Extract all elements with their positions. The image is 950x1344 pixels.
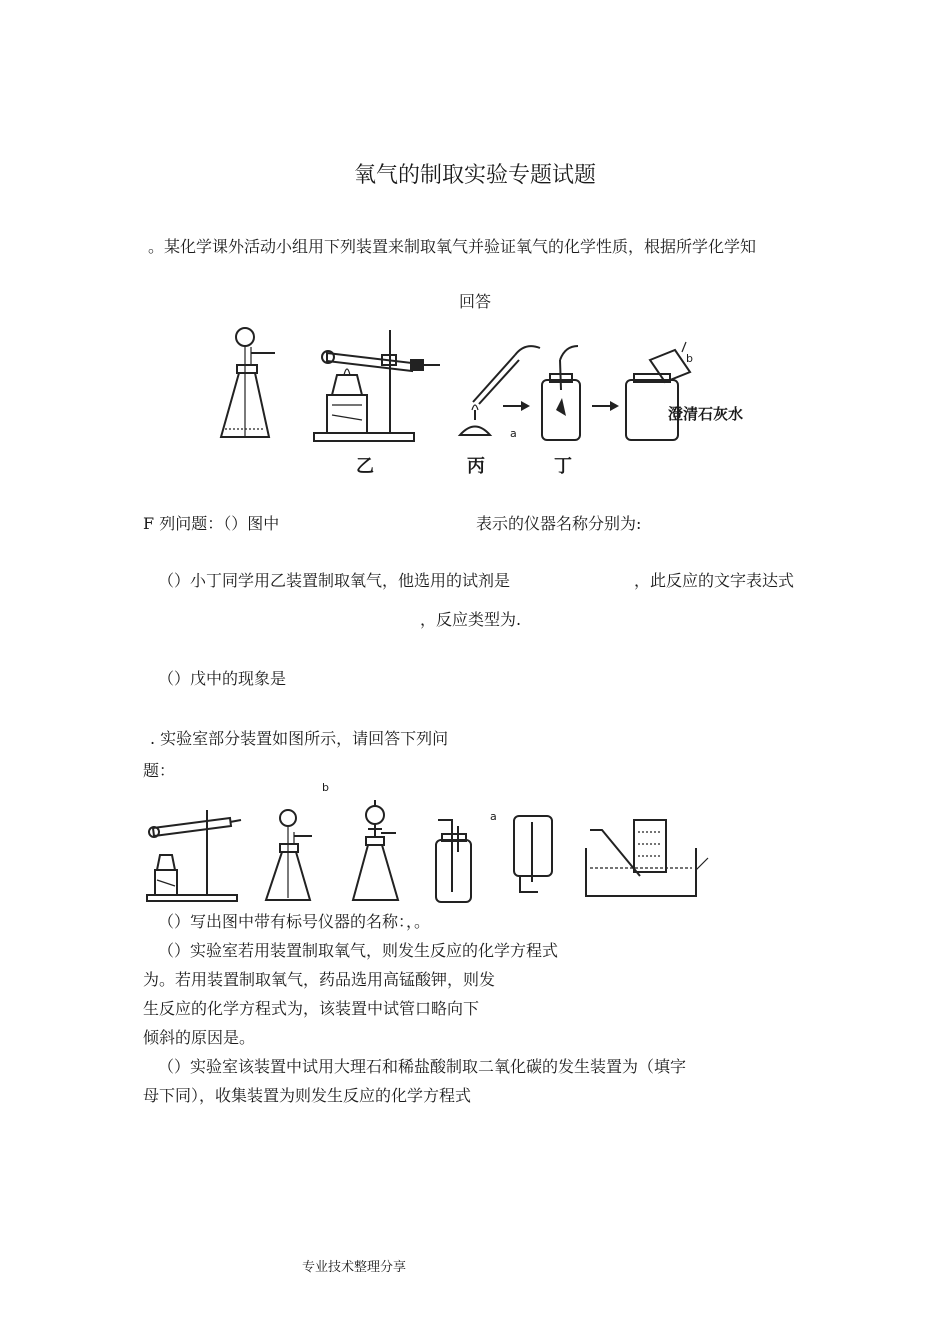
q1-item3: （）戊中的现象是: [158, 669, 287, 688]
q1-item2-c: ，反应类型为.: [420, 610, 522, 629]
flask-apparatus-icon: [215, 325, 285, 445]
q2-item3-b: 母下同），收集装置为则发生反应的化学方程式: [143, 1086, 472, 1105]
q2-intro-line1: . 实验室部分装置如图所示，请回答下列问: [150, 729, 449, 748]
q2-item2-a: （）实验室若用装置制取氧气，则发生反应的化学方程式: [158, 941, 559, 960]
label-a: a: [510, 427, 517, 440]
label-b: b: [686, 352, 693, 365]
q2-item1: （）写出图中带有标号仪器的名称：，。: [158, 912, 431, 931]
heating-apparatus-icon: [312, 325, 447, 445]
q2-item2-b: 为。若用装置制取氧气，药品选用高锰酸钾，则发: [143, 970, 496, 989]
arrow-icon: [503, 400, 531, 412]
label-limewater: 澄清石灰水: [668, 405, 744, 423]
arrow-icon-2: [592, 400, 620, 412]
q2-item2-c: 生反应的化学方程式为，该装置中试管口略向下: [143, 999, 480, 1018]
q1-item1-b: 表示的仪器名称分别为:: [476, 514, 642, 533]
q1-item1-a: F 列问题：（）图中: [143, 514, 280, 533]
long-neck-funnel-flask-icon: [262, 808, 322, 905]
inverted-bottle-icon: [508, 812, 558, 902]
page-footer: 专业技术整理分享: [302, 1260, 407, 1275]
q1-intro-line1: 。某化学课外活动小组用下列装置来制取氧气并验证氧气的化学性质，根据所学化学知: [148, 237, 757, 256]
water-trough-icon: [582, 818, 712, 903]
q2-item2-d: 倾斜的原因是。: [143, 1028, 256, 1047]
separatory-funnel-flask-icon: [350, 795, 410, 905]
q1-item2-b: ，此反应的文字表达式: [634, 571, 795, 590]
label-ding: 丁: [554, 456, 572, 477]
tube-heating-apparatus-icon: [145, 800, 245, 905]
gas-collection-bottle-icon: [432, 812, 477, 905]
q1-item2-a: （）小丁同学用乙装置制取氧气，他选用的试剂是: [158, 571, 511, 590]
label-b-2: b: [322, 781, 329, 794]
q2-intro-line2: 题：: [143, 761, 176, 780]
label-a-2: a: [490, 810, 497, 823]
q2-item3-a: （）实验室该装置中试用大理石和稀盐酸制取二氧化碳的发生装置为（填字: [158, 1057, 687, 1076]
label-bing: 丙: [467, 456, 485, 477]
label-yi: 乙: [356, 456, 374, 477]
gas-bottle-apparatus-icon: [540, 340, 585, 445]
page-title: 氧气的制取实验专题试题: [353, 163, 596, 188]
q1-intro-line2: 回答: [459, 292, 492, 311]
burning-apparatus-icon: [455, 340, 550, 445]
